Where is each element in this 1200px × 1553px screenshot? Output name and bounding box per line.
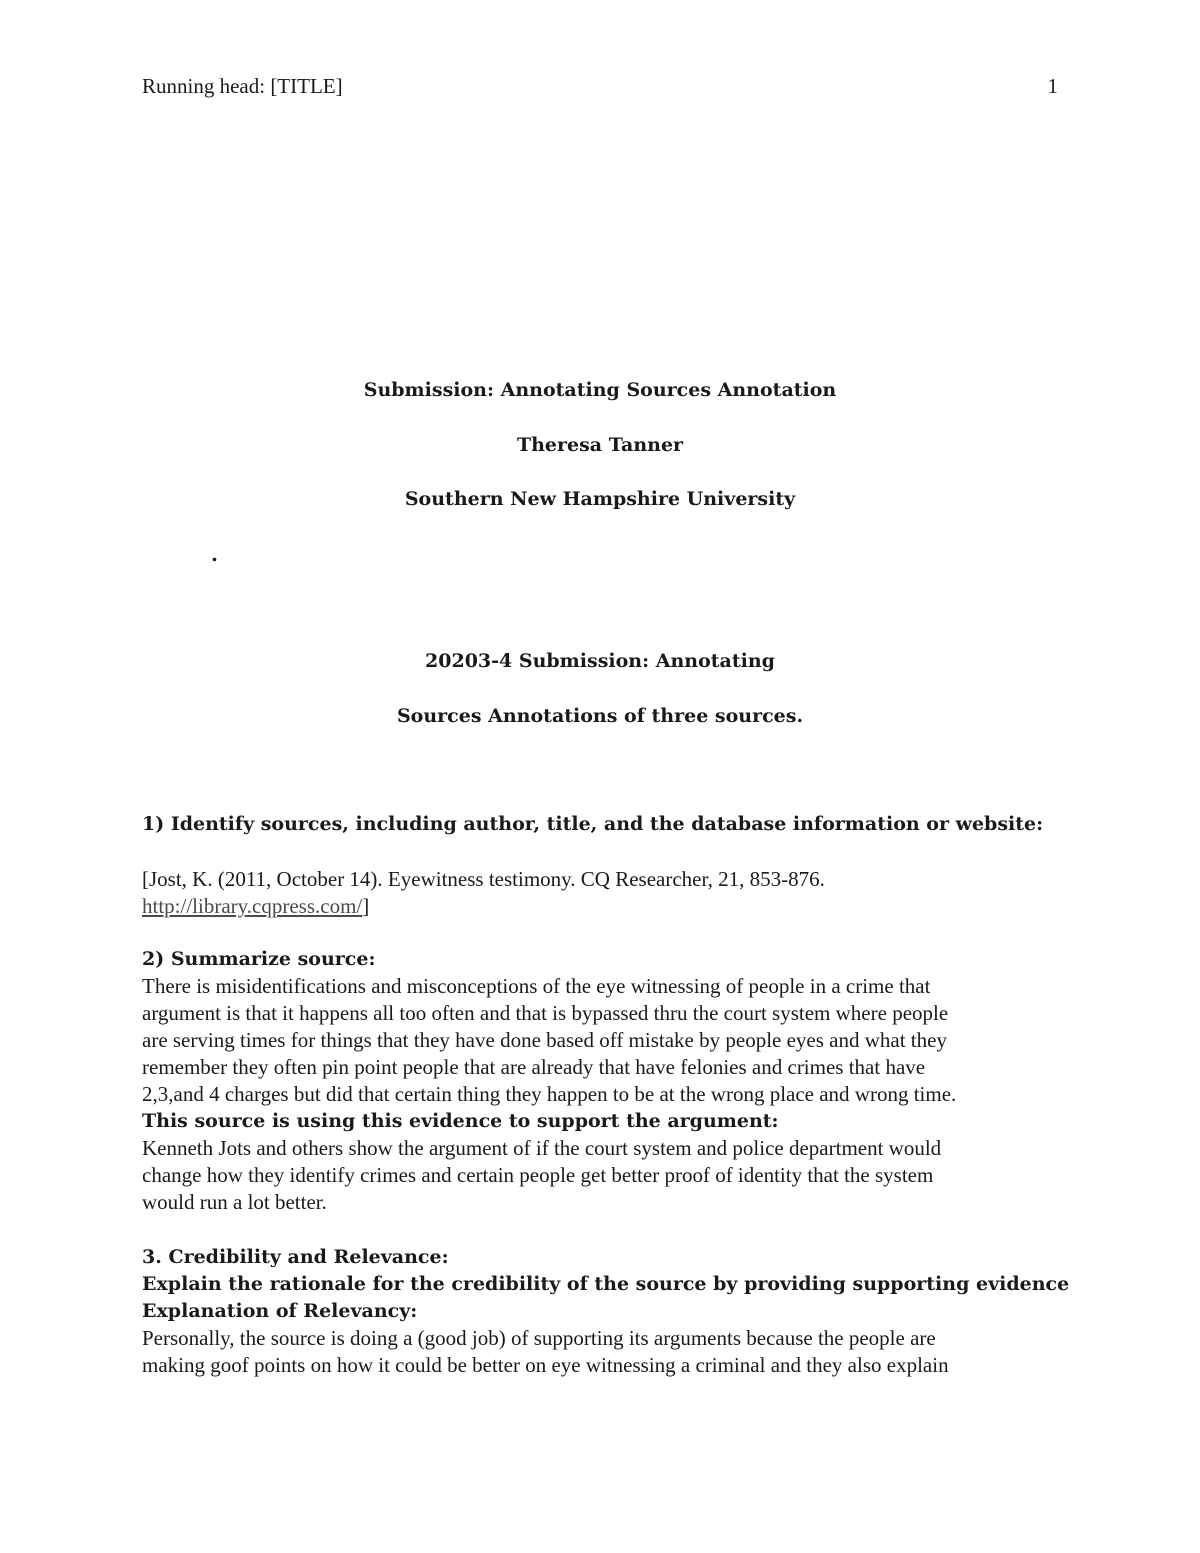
- rationale-heading: Explain the rationale for the credibility of the source by providing supporting evidence: [142, 1273, 1070, 1295]
- evidence-line: would run a lot better.: [142, 1190, 327, 1214]
- institution-name: Southern New Hampshire University: [404, 488, 796, 510]
- citation-link-line: [142, 893, 1062, 920]
- assignment-title-line1: 20203-4 Submission: Annotating: [425, 650, 775, 672]
- relevancy-heading: Explanation of Relevancy:: [142, 1300, 418, 1322]
- summary-paragraph: [142, 973, 1062, 1108]
- citation-link[interactable]: http://library.cqpress.com/: [142, 894, 363, 918]
- summary-line: are serving times for things that they have done based off mistake by people eyes and what they: [142, 1028, 947, 1052]
- citation-close: ]: [362, 894, 370, 918]
- citation: [142, 866, 1062, 920]
- credibility-line: Personally, the source is doing a (good job) of supporting its arguments because the people are: [142, 1326, 936, 1350]
- document-title: Submission: Annotating Sources Annotation: [363, 379, 837, 401]
- summary-line: There is misidentifications and misconceptions of the eye witnessing of people in a crime that: [142, 974, 931, 998]
- credibility-paragraph: [142, 1325, 1062, 1379]
- citation-line: [Jost, K. (2011, October 14). Eyewitness testimony. CQ Researcher, 21, 853-876.: [142, 867, 825, 891]
- evidence-heading: This source is using this evidence to support the argument:: [142, 1110, 779, 1132]
- evidence-line: Kenneth Jots and others show the argument of if the court system and police department would: [142, 1136, 942, 1160]
- credibility-line: making goof points on how it could be better on eye witnessing a criminal and they also explain: [142, 1353, 949, 1377]
- evidence-paragraph: [142, 1135, 1062, 1216]
- running-head: Running head: [TITLE]: [142, 74, 343, 98]
- section1-heading: 1) Identify sources, including author, title, and the database information or website:: [142, 813, 1044, 835]
- summary-line: remember they often pin point people that are already that have felonies and crimes that have: [142, 1055, 926, 1079]
- summary-line: argument is that it happens all too often and that is bypassed thru the court system where people: [142, 1001, 949, 1025]
- evidence-line: change how they identify crimes and certain people get better proof of identity that the system: [142, 1163, 934, 1187]
- assignment-title-line2: Sources Annotations of three sources.: [396, 705, 804, 727]
- author-name: Theresa Tanner: [516, 434, 684, 456]
- summary-line: 2,3,and 4 charges but did that certain thing they happen to be at the wrong place and wrong time.: [142, 1082, 957, 1106]
- stray-dot: .: [211, 542, 218, 566]
- page-number: 1: [1047, 74, 1058, 98]
- section2-heading: 2) Summarize source:: [142, 948, 376, 970]
- section3-heading: 3. Credibility and Relevance:: [142, 1246, 449, 1268]
